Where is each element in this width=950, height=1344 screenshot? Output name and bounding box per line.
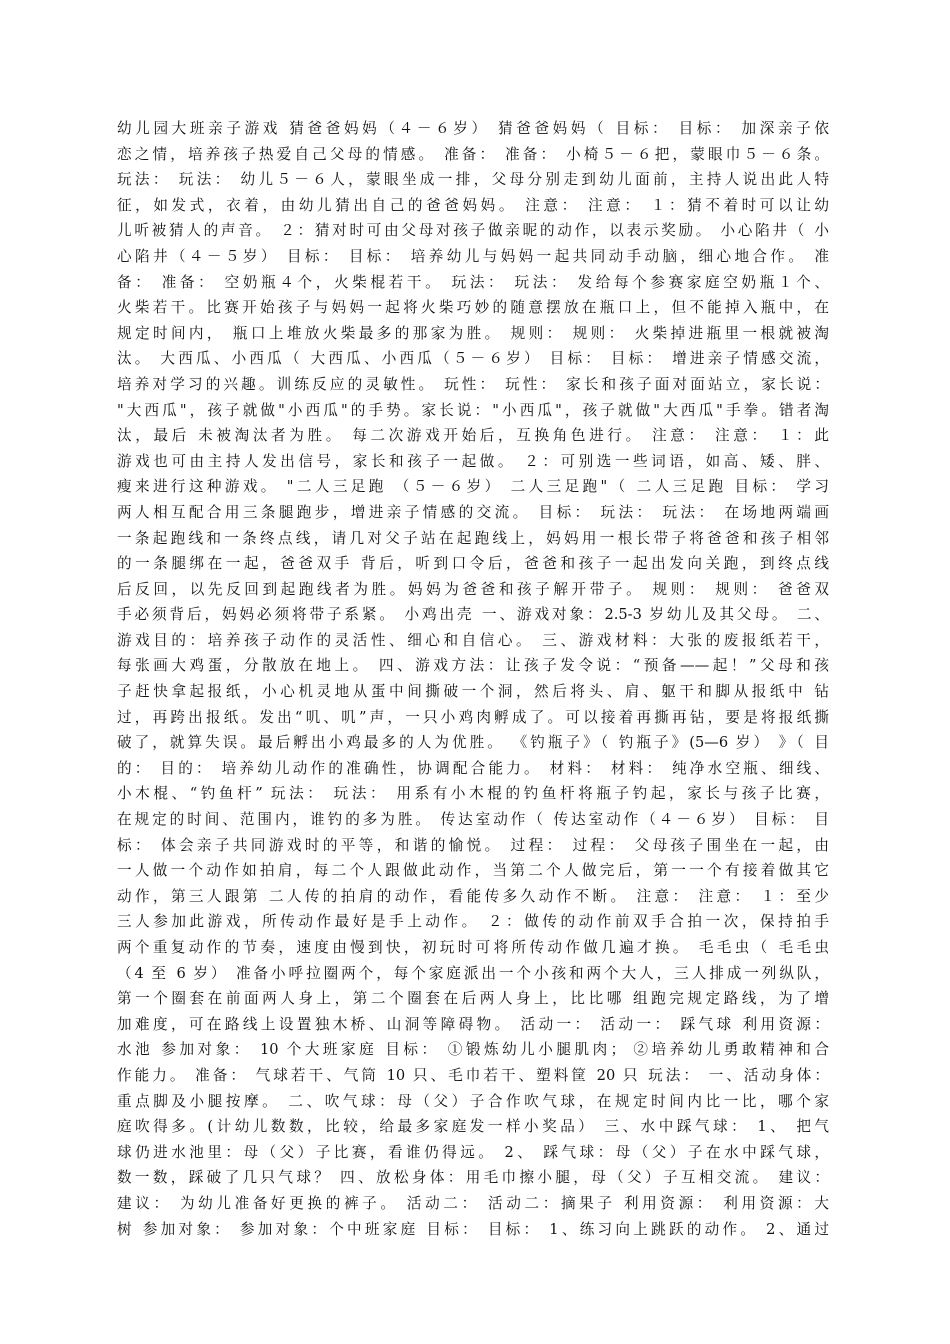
text-line: 瘦来进行这种游戏。 "二人三足跑 （５－６岁） 二人三足跑"（ 二人三足跑 目标： 学习: [117, 478, 829, 496]
text-line: 一人做一个动作如拍肩，每二个人跟做此动作，当第二个人做完后，第一一个有接着做其它: [117, 862, 829, 880]
text-line: 过，再跨出报纸。发出“叽、叽”声，一只小鸡肉孵成了。可以接着再撕再钻，要是将报纸撕: [117, 708, 829, 726]
text-line: （4 至 6 岁） 准备小呼拉圈两个，每个家庭派出一个小孩和两个大人，三人排成一列纵队，: [117, 964, 829, 982]
text-line: 规定时间内， 瓶口上堆放火柴最多的那家为胜。 规则： 规则： 火柴掉进瓶里一根就被淘: [117, 324, 829, 342]
text-line: 汰，最后 未被淘汰者为胜。 每二次游戏开始后，互换角色进行。 注意： 注意： １：此: [117, 427, 829, 445]
document-body: [117, 116, 829, 1242]
text-line: 小木棍、“钓鱼杆” 玩法： 玩法： 用系有小木棍的钓鱼杆将瓶子钓起，家长与孩子比赛，: [117, 785, 829, 803]
text-line: "大西瓜"，孩子就做"小西瓜"的手势。家长说："小西瓜"，孩子就做"大西瓜"手拳。错者淘: [117, 401, 829, 419]
text-line: 重点脚及小腿按摩。 二、吹气球：母（父）子合作吹气球，在规定时间内比一比，哪个家: [117, 1092, 829, 1110]
text-line: 动作，第三人跟第 二人传的拍肩的动作，看能传多久动作不断。 注意： 注意： １：至少: [117, 887, 829, 905]
text-line: 在规定的时间、范围内，谁钓的多为胜。 传达室动作（ 传达室动作（４－６岁） 目标： 目: [117, 811, 829, 829]
text-line: 破了，就算失误。最后孵出小鸡最多的人为优胜。 《钓瓶子》（ 钓瓶子》(5—6 岁） 》（ 目: [117, 734, 829, 752]
text-line: 三人参加此游戏，所传动作最好是手上动作。 ２：做传的动作前双手合拍一次，保持拍手: [117, 913, 829, 931]
text-line: 标： 体会亲子共同游戏时的平等，和谐的愉悦。 过程： 过程： 父母孩子围坐在一起，由: [117, 836, 829, 854]
text-line: 手必须背后，妈妈必须将带子系紧。 小鸡出壳 一、游戏对象：2.5-3 岁幼儿及其父母。 二、: [117, 606, 829, 624]
text-line: 的： 目的： 培养幼儿动作的准确性，协调配合能力。 材料： 材料： 纯净水空瓶、细线、: [117, 759, 829, 777]
text-line: 两个重复动作的节奏，速度由慢到快，初玩时可将所传动作做几遍才换。 毛毛虫（ 毛毛虫: [117, 939, 829, 956]
text-line: 恋之情，培养孩子热爱自己父母的情感。 准备： 准备： 小椅５－６把，蒙眼巾５－６条。: [117, 145, 829, 163]
text-line: 作能力。 准备： 气球若干、气筒 10 只、毛巾若干、塑料筐 20 只 玩法： 一、活动身体：: [117, 1066, 829, 1084]
text-line: 每张画大鸡蛋，分散放在地上。 四、游戏方法：让孩子发令说：“预备——起！”父母和孩: [117, 657, 829, 675]
text-line: 水池 参加对象： 10 个大班家庭 目标： ①锻炼幼儿小腿肌肉； ②培养幼儿勇敢精神和合: [117, 1041, 829, 1059]
text-line: 一条起跑线和一条终点线，请几对父子站在起跑线上，妈妈用一根长带子将爸爸和孩子相邻: [117, 529, 829, 547]
text-line: 第一个圈套在前面两人身上，第二个圈套在后两人身上，比比哪 组跑完规定路线，为了增: [117, 990, 829, 1008]
text-line: 儿听被猜人的声音。 ２：猜对时可由父母对孩子做亲昵的动作，以表示奖励。 小心陷井（ 小: [117, 222, 829, 240]
text-line: 球仍进水池里：母（父）子比赛，看谁仍得远。 2、 踩气球：母（父）子在水中踩气球，: [117, 1143, 829, 1161]
text-line: 加难度，可在路线上设置独木桥、山洞等障碍物。 活动一： 活动一： 踩气球 利用资源：: [117, 1015, 829, 1033]
text-line: 汰。 大西瓜、小西瓜（ 大西瓜、小西瓜（５－６岁） 目标： 目标： 增进亲子情感交流，: [117, 350, 829, 368]
text-line: 培养对学习的兴趣。训练反应的灵敏性。 玩性： 玩性： 家长和孩子面对面站立，家长说：: [117, 375, 829, 393]
text-line: 庭吹得多。(计幼儿数数，比较，给最多家庭发一样小奖品） 三、水中踩气球： 1、 把气: [117, 1118, 829, 1136]
text-line: 游戏目的：培养孩子动作的灵活性、细心和自信心。 三、游戏材料：大张的废报纸若干，: [117, 631, 829, 649]
text-line: 火柴若干。比赛开始孩子与妈妈一起将火柴巧妙的随意摆放在瓶口上，但不能掉入瓶中，在: [117, 299, 829, 317]
text-line: 征，如发式，衣着，由幼儿猜出自己的爸爸妈妈。 注意： 注意： １：猜不着时可以让幼: [117, 196, 829, 214]
text-line: 子赶快拿起报纸，小心机灵地从蛋中间撕破一个洞，然后将头、肩、躯干和脚从报纸中 钻: [117, 683, 829, 701]
text-line: 数一数，踩破了几只气球？ 四、放松身体：用毛巾擦小腿，母（父）子互相交流。 建议：: [117, 1169, 829, 1187]
text-line: 游戏也可由主持人发出信号，家长和孩子一起做。 ２：可别选一些词语，如高、矮、胖、: [117, 452, 829, 470]
text-line: 树 参加对象： 参加对象：个中班家庭 目标： 目标： 1、练习向上跳跃的动作。 2、通过: [117, 1220, 829, 1238]
text-line: 玩法： 玩法： 幼儿５－６人，蒙眼坐成一排，父母分别走到幼儿面前，主持人说出此人特: [117, 171, 829, 189]
text-line: 心陷井（４－５岁） 目标： 目标： 培养幼儿与妈妈一起共同动手动脑，细心地合作。 准: [117, 247, 829, 265]
text-line: 备： 准备： 空奶瓶４个，火柴棍若干。 玩法： 玩法： 发给每个参赛家庭空奶瓶１个、: [117, 273, 829, 291]
text-line: 的一条腿绑在一起，爸爸双手 背后，听到口令后，爸爸和孩子一起出发向关跑，到终点线: [117, 555, 829, 573]
text-line: 幼儿园大班亲子游戏 猜爸爸妈妈（４－６岁） 猜爸爸妈妈（ 目标： 目标： 加深亲子依: [117, 120, 829, 137]
text-line: 后反回，以先反回到起跑线者为胜。妈妈为爸爸和孩子解开带子。 规则： 规则： 爸爸双: [117, 580, 829, 598]
text-line: 建议： 为幼儿准备好更换的裤子。 活动二： 活动二：摘果子 利用资源： 利用资源：大: [117, 1194, 829, 1212]
text-line: 两人相互配合用三条腿跑步，增进亲子情感的交流。 目标： 玩法： 玩法： 在场地两端画: [117, 503, 829, 521]
